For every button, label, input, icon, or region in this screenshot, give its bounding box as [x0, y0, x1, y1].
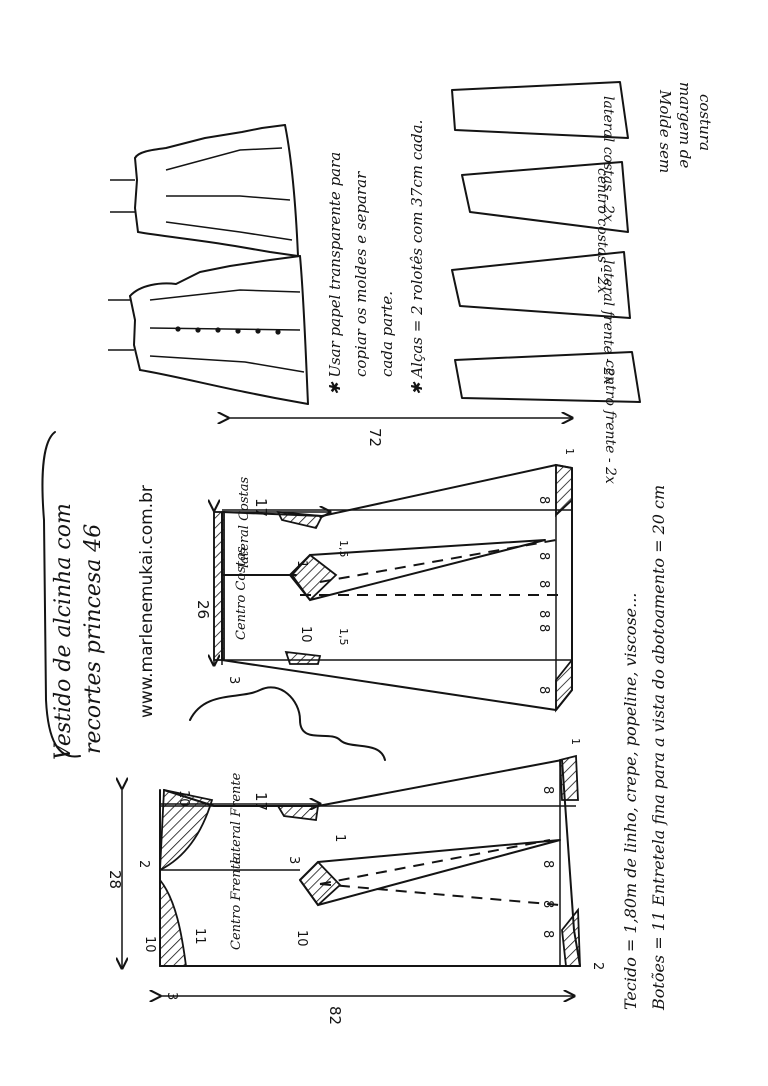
website: www.marlenemukai.com.br — [137, 485, 157, 718]
back-pattern — [194, 418, 576, 710]
materials-block — [621, 485, 668, 1011]
front-center-label: Centro Frente — [229, 856, 244, 950]
svg-text:1: 1 — [294, 560, 309, 569]
svg-text:Molde sem: Molde sem — [656, 90, 674, 174]
svg-text:1: 1 — [332, 834, 347, 843]
svg-text:3: 3 — [286, 856, 301, 865]
svg-text:8: 8 — [536, 496, 551, 505]
note-2: ✱ Alças = 2 rolotês com 37cm cada. — [408, 119, 426, 395]
materials-line-2: Botões = 11 Entretela fina para a vista do abotoamento = 20 cm — [649, 484, 668, 1010]
note-1-line-2: copiar os moldes e separar — [352, 171, 370, 377]
back-dress-sketch — [110, 125, 298, 256]
svg-text:3: 3 — [164, 992, 179, 1001]
svg-text:8: 8 — [540, 900, 555, 909]
svg-text:11: 11 — [192, 928, 207, 945]
svg-text:8: 8 — [536, 552, 551, 561]
svg-text:1: 1 — [563, 448, 576, 455]
svg-text:10: 10 — [298, 626, 313, 643]
note-1-line-1: ✱ Usar papel transparente para — [326, 151, 344, 395]
svg-text:10: 10 — [176, 790, 191, 807]
svg-text:17: 17 — [252, 498, 270, 518]
title-line-2: recortes princesa 46 — [81, 523, 106, 754]
svg-text:costura: costura — [696, 94, 714, 151]
front-pattern — [106, 738, 605, 1025]
svg-text:17: 17 — [252, 792, 270, 812]
svg-text:centro costas - 2x: centro costas - 2x — [594, 168, 610, 294]
back-length: 72 — [366, 428, 384, 448]
title-block — [42, 432, 157, 760]
svg-text:margem de: margem de — [676, 82, 694, 169]
pieces-list — [452, 82, 714, 484]
back-center-label: Centro Costas — [234, 546, 249, 640]
svg-text:1: 1 — [569, 738, 582, 745]
svg-text:1,5: 1,5 — [337, 540, 350, 558]
svg-text:8: 8 — [536, 686, 551, 695]
svg-text:8: 8 — [536, 624, 551, 633]
signature — [190, 687, 385, 760]
front-length: 82 — [326, 1006, 344, 1026]
svg-text:8: 8 — [536, 610, 551, 619]
svg-text:8: 8 — [540, 930, 555, 939]
svg-text:centro frente - 2x: centro frente - 2x — [602, 360, 618, 484]
svg-text:10: 10 — [142, 936, 157, 953]
svg-text:2: 2 — [590, 962, 605, 971]
svg-text:lateral frente - 2x: lateral frente - 2x — [600, 260, 616, 385]
svg-text:1,5: 1,5 — [337, 628, 350, 646]
back-side-label: lateral Costas — [237, 476, 252, 568]
button-row — [175, 326, 280, 334]
svg-text:8: 8 — [536, 580, 551, 589]
svg-text:2: 2 — [136, 860, 151, 869]
svg-text:8: 8 — [540, 860, 555, 869]
svg-text:8: 8 — [540, 786, 555, 795]
front-side-label: lateral Frente — [229, 772, 244, 864]
front-width: 28 — [106, 870, 124, 890]
materials-line-1: Tecido = 1,80m de linho, crepe, popeline, viscose... — [621, 592, 640, 1010]
svg-text:3: 3 — [226, 676, 241, 685]
svg-text:26: 26 — [194, 600, 212, 620]
svg-text:10: 10 — [294, 930, 309, 947]
pieces-note — [656, 82, 714, 173]
front-dress-sketch — [108, 256, 308, 404]
svg-text:lateral costas - 2x: lateral costas - 2x — [600, 96, 616, 222]
title-line-1: Vestido de alcinha com — [51, 503, 76, 760]
notes-block — [326, 120, 426, 395]
note-1-line-3: cada parte. — [378, 290, 396, 377]
